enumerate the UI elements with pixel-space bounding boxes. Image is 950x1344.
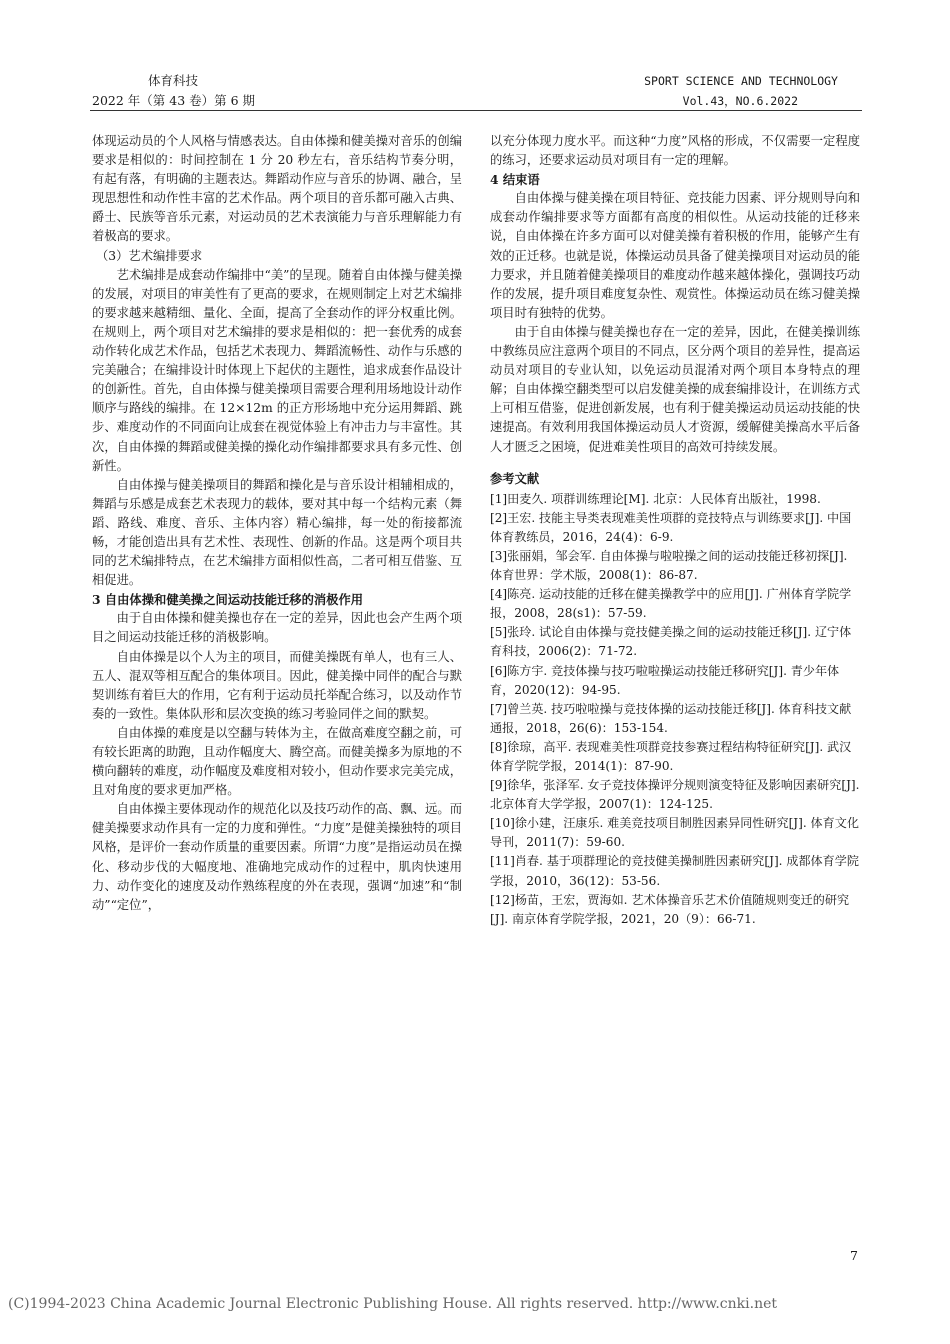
subheading-art-choreography: （3）艺术编排要求 [96, 248, 203, 263]
left-paragraph-6: 自由体操的难度是以空翻与转体为主，在做高难度空翻之前，可有较长距离的助跑，且动作幅度大、腾空高。而健美操多为原地的不横向翻转的难度，动作幅度及难度相对较小，但动作要求完美完成，且对角度的要求更加严格。 [92, 725, 462, 798]
reference-item: [6]陈方宇. 竞技体操与技巧啦啦操运动技能迁移研究[J]. 青少年体育，2020(12)：94-95. [490, 663, 840, 697]
right-column [490, 132, 860, 929]
reference-item: [1]田麦久. 项群训练理论[M]. 北京：人民体育出版社，1998. [490, 491, 821, 506]
reference-item: [12]杨苗，王宏，贾海如. 艺术体操音乐艺术价值随规则变迁的研究[J]. 南京体育学院学报，2021，20（9）：66-71. [490, 892, 850, 926]
journal-title-en: SPORT SCIENCE AND TECHNOLOGY [644, 74, 838, 88]
right-paragraph-3: 由于自由体操与健美操也存在一定的差异，因此，在健美操训练中教练员应注意两个项目的不同点，区分两个项目的差异性，提高运动员对项目的专业认知，以免运动员混淆对两个项目本身特点的理解；自由体操空翻类型可以启发健美操的成套编排设计，在训练方式上可相互借鉴，促进创新发展，也有利于健美操运动员运动技能的快速提高。有效利用我国体操运动员人才资源，缓解健美操高水平后备人才匮乏之困境，促进难美性项目的高效可持续发展。 [490, 324, 860, 454]
reference-item: [9]徐华，张泽军. 女子竞技体操评分规则演变特征及影响因素研究[J]. 北京体育大学学报，2007(1)：124-125. [490, 778, 860, 812]
left-paragraph-2: 艺术编排是成套动作编排中“美”的呈现。随着自由体操与健美操的发展，对项目的审美性有了更高的要求，在规则制定上对艺术编排的要求越来越精细、量化、全面，提高了全套动作的评分权重比例。在规则上，两个项目对艺术编排的要求是相似的：把一套优秀的成套动作转化成艺术作品，包括艺术表现力、舞蹈流畅性、动作与乐感的完美融合；在编排设计时体现上下起伏的主题性，追求成套作品设计的创新性。首先，自由体操与健美操项目需要合理利用场地设计动作顺序与路线的编排。在 12×12m 的正方形场地中充分运用舞蹈、跳步、难度动作的不同面向让成套在视觉体验上有冲击力与丰富性。其次，自由体操的舞蹈或健美操的操化动作编排都要求具有多元性、创新性。 [92, 267, 462, 473]
issue-en: Vol.43，NO.6.2022 [682, 94, 798, 108]
reference-item: [3]张丽娟，邹会军. 自由体操与啦啦操之间的运动技能迁移初探[J]. 体育世界：学术版，2008(1)：86-87. [490, 548, 848, 583]
left-paragraph-5: 自由体操是以个人为主的项目，而健美操既有单人，也有三人、五人、混双等相互配合的集体项目。因此，健美操中同伴的配合与默契训练有着巨大的作用，它有利于运动员托举配合练习，以及动作节奏的一致性。集体队形和层次变换的练习考验同伴之间的默契。 [92, 649, 462, 721]
reference-item: [5]张玲. 试论自由体操与竞技健美操之间的运动技能迁移[J]. 辽宁体育科技，2006(2)：71-72. [490, 625, 852, 659]
copyright-footer: (C)1994-2023 China Academic Journal Electronic Publishing House. All rights reserved. http://www.cnki.net [8, 1296, 778, 1312]
reference-item: [4]陈亮. 运动技能的迁移在健美操教学中的应用[J]. 广州体育学院学报，2008，28(s1)：57-59. [490, 587, 852, 621]
reference-item: [11]肖春. 基于项群理论的竞技健美操制胜因素研究[J]. 成都体育学院学报，2010，36(12)：53-56. [490, 854, 859, 888]
left-column [92, 132, 462, 915]
left-paragraph-7: 自由体操主要体现动作的规范化以及技巧动作的高、飘、远。而健美操要求动作具有一定的力度和弹性。“力度”是健美操独特的项目风格，是评价一套动作质量的重要因素。所谓“力度”是指运动员在操化、移动步伐的大幅度地、准确地完成动作的过程中，肌肉快速用力、动作变化的速度及动作熟练程度的外在表现，强调“加速”和“制动”“定位”， [92, 802, 462, 912]
right-paragraph-1: 以充分体现力度水平。而这种“力度”风格的形成，不仅需要一定程度的练习，还要求运动员对项目有一定的理解。 [490, 134, 860, 168]
right-paragraph-2: 自由体操与健美操在项目特征、竞技能力因素、评分规则导向和成套动作编排要求等方面都有高度的相似性。从运动技能的迁移来说，自由体操在许多方面可以对健美操有着积极的作用，能够产生有效的正迁移。也就是说，体操运动员具备了健美操项目对运动员的能力要求，并且随着健美操项目的难度动作越来越体操化，强调技巧动作的发展，提升项目难度复杂性、观赏性。体操运动员在练习健美操项目时有独特的优势。 [490, 191, 860, 320]
section-3-heading: 3 自由体操和健美操之间运动技能迁移的消极作用 [92, 592, 364, 608]
reference-item: [10]徐小建，汪康乐. 难美竞技项目制胜因素异同性研究[J]. 体育文化导刊，2011(7)：59-60. [490, 816, 859, 850]
references [490, 469, 860, 929]
left-paragraph-1: 体现运动员的个人风格与情感表达。自由体操和健美操对音乐的创编要求是相似的：时间控制在 1 分 20 秒左右，音乐结构节奏分明，有起有落，有明确的主题表达。舞蹈动作应与音乐的协调、融合，呈现思想性和动作性丰富的艺术作品。两个项目的音乐都可融入古典、爵士、民族等音乐元素，对运动员的艺术表演能力与音乐理解能力有着极高的要求。 [92, 134, 462, 244]
reference-item: [7]曾兰英. 技巧啦啦操与竞技体操的运动技能迁移[J]. 体育科技文献通报，2018，26(6)：153-154. [490, 701, 852, 735]
references-heading: 参考文献 [490, 470, 540, 486]
header-rule [90, 110, 862, 111]
left-paragraph-4: 由于自由体操和健美操也存在一定的差异，因此也会产生两个项目之间运动技能迁移的消极影响。 [92, 611, 462, 645]
section-4-heading: 4 结束语 [490, 172, 540, 188]
page-number: 7 [850, 1248, 858, 1263]
journal-title-cn: 体育科技 [148, 73, 199, 88]
left-paragraph-3: 自由体操与健美操项目的舞蹈和操化是与音乐设计相辅相成的，舞蹈与乐感是成套艺术表现力的载体，要对其中每一个结构元素（舞蹈、路线、难度、音乐、主体内容）精心编排，每一处的衔接都流畅，才能创造出具有艺术性、表现性、创新的作品。这是两个项目共同的艺术编排特点，在艺术编排方面相似性高，二者可相互借鉴、互相促进。 [92, 477, 462, 588]
reference-item: [2]王宏. 技能主导类表现难美性项群的竞技特点与训练要求[J]. 中国体育教练员，2016，24(4)：6-9. [490, 510, 852, 544]
issue-cn: 2022 年（第 43 卷）第 6 期 [92, 93, 256, 108]
reference-item: [8]徐琼，高平. 表现难美性项群竞技参赛过程结构特征研究[J]. 武汉体育学院学报，2014(1)：87-90. [490, 739, 852, 773]
